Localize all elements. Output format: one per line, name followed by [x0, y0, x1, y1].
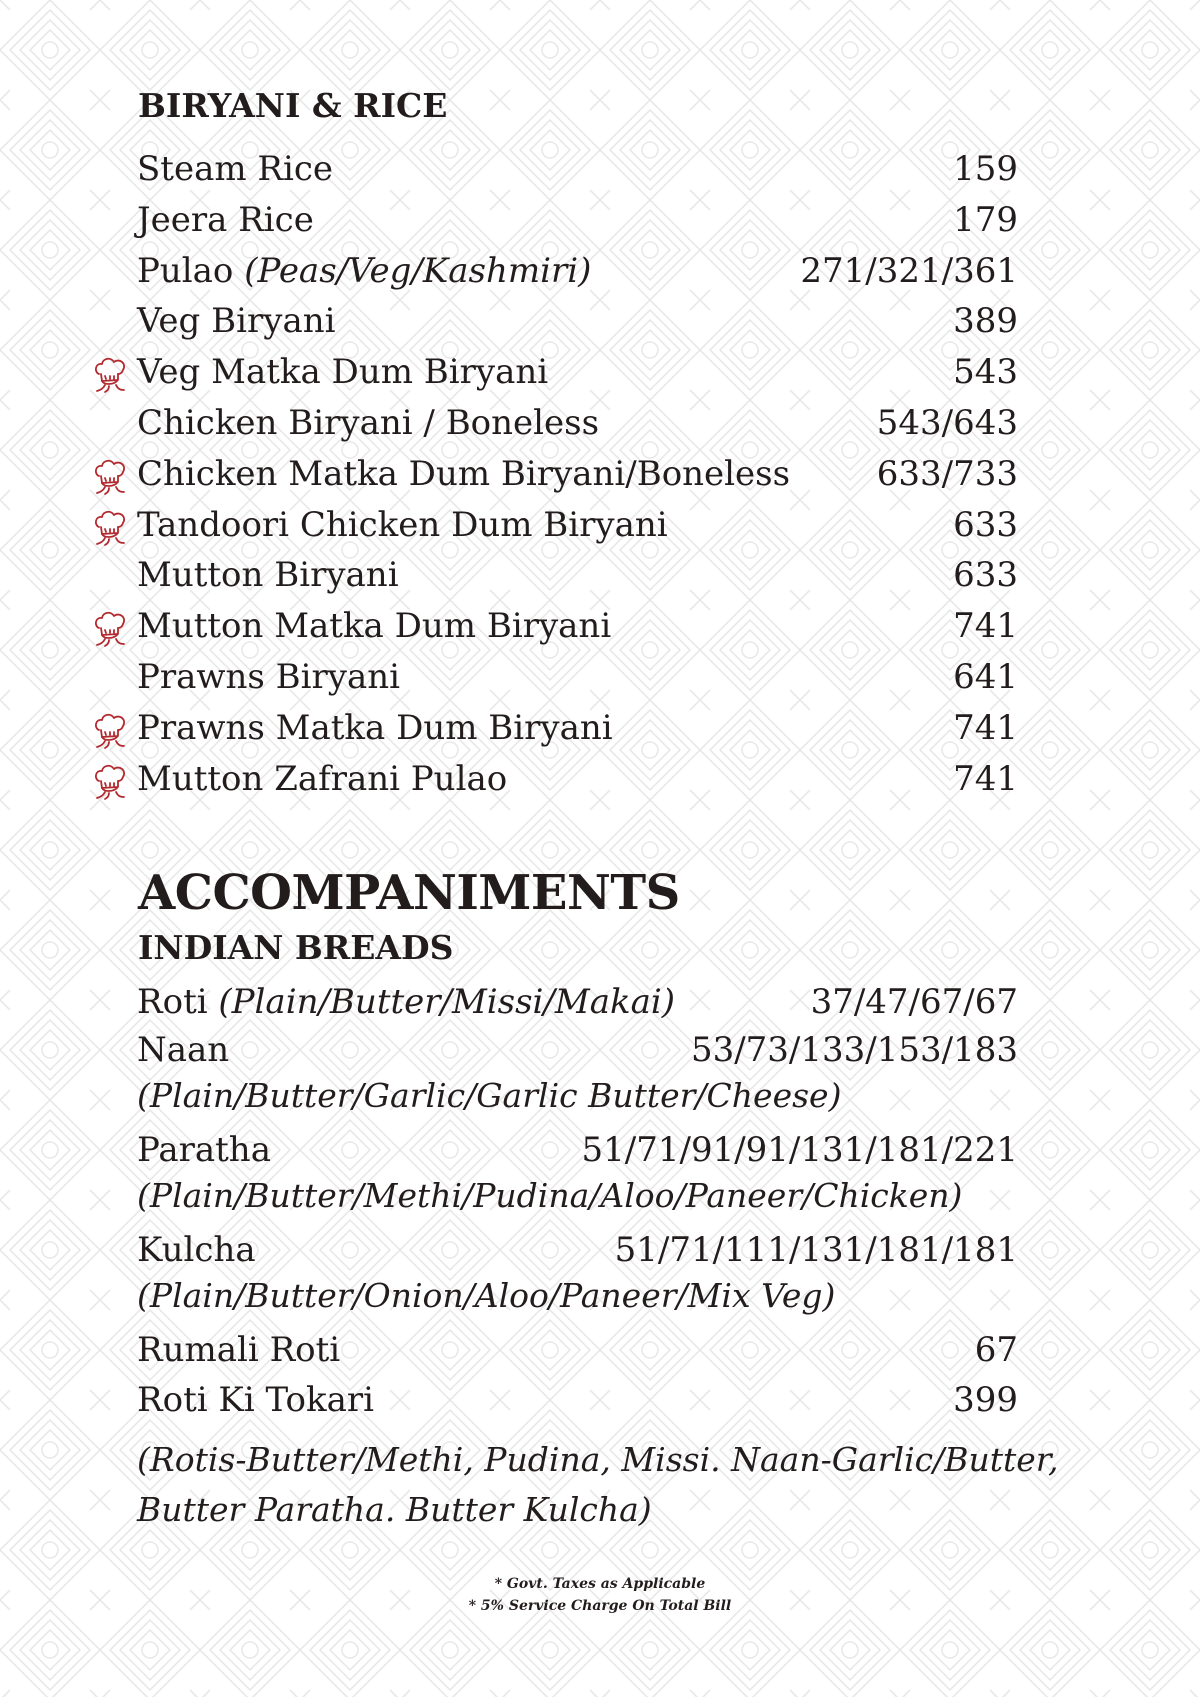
item-price: 271/321/361	[800, 250, 1018, 291]
section-heading-biryani-rice: BIRYANI & RICE	[138, 86, 448, 125]
item-price: 741	[953, 707, 1018, 748]
item-price: 543	[953, 352, 1018, 393]
item-price: 159	[953, 149, 1018, 189]
menu-item-row	[0, 755, 1200, 805]
item-name: Chicken Biryani / Boneless	[137, 403, 600, 443]
menu-item-row	[0, 704, 1200, 754]
item-name: Tandoori Chicken Dum Biryani	[137, 504, 668, 545]
subsection-heading-indian-breads: INDIAN BREADS	[138, 928, 454, 967]
item-price: 741	[953, 758, 1018, 799]
item-name: Mutton Biryani	[137, 555, 399, 596]
item-price: 51/71/91/91/131/181/221	[581, 1130, 1018, 1170]
menu-item-row	[0, 602, 1200, 652]
footer-service-charge-note: * 5% Service Charge On Total Bill	[468, 1598, 732, 1614]
menu-item-row	[0, 247, 1200, 297]
roti-ki-tokari-note-line1: (Rotis-Butter/Methi, Pudina, Missi. Naan-Garlic/Butter,	[137, 1440, 1059, 1479]
menu-item-row	[0, 399, 1200, 449]
item-price: 641	[953, 657, 1018, 697]
chef-hat-icon	[91, 456, 131, 496]
item-name: Kulcha	[137, 1230, 256, 1270]
item-name: Veg Matka Dum Biryani	[137, 352, 549, 393]
item-name: Prawns Biryani	[137, 657, 401, 697]
menu-item-row	[0, 196, 1200, 246]
item-price: 543/643	[876, 403, 1018, 443]
item-price: 37/47/67/67	[810, 982, 1018, 1022]
item-variants-note: (Plain/Butter/Garlic/Garlic Butter/Cheese)	[137, 1076, 842, 1115]
item-price: 633	[953, 504, 1018, 545]
bread-item-row	[0, 1226, 1200, 1276]
item-name: Roti (Plain/Butter/Missi/Makai)	[137, 982, 675, 1022]
item-variants-note: (Plain/Butter/Onion/Aloo/Paneer/Mix Veg)	[137, 1276, 836, 1315]
item-price: 633	[953, 555, 1018, 596]
menu-item-row	[0, 348, 1200, 398]
item-name: Jeera Rice	[137, 199, 314, 240]
item-price: 179	[953, 199, 1018, 240]
bread-item-row	[0, 1126, 1200, 1176]
item-name: Prawns Matka Dum Biryani	[137, 707, 613, 748]
item-price: 53/73/133/153/183	[690, 1030, 1018, 1070]
bread-item-row	[0, 978, 1200, 1028]
chef-hat-icon	[91, 354, 131, 394]
item-name: Roti Ki Tokari	[137, 1380, 375, 1420]
footer-taxes-note: * Govt. Taxes as Applicable	[494, 1576, 706, 1592]
item-variants-note: (Plain/Butter/Methi/Pudina/Aloo/Paneer/Chicken)	[137, 1176, 963, 1215]
item-name: Mutton Zafrani Pulao	[137, 758, 508, 799]
item-price: 67	[974, 1330, 1018, 1370]
section-heading-accompaniments: ACCOMPANIMENTS	[138, 865, 680, 921]
chef-hat-icon	[91, 608, 131, 648]
menu-item-row	[0, 450, 1200, 500]
bread-item-row	[0, 1026, 1200, 1076]
bread-item-row	[0, 1326, 1200, 1376]
item-name: Rumali Roti	[137, 1330, 341, 1370]
item-name: Veg Biryani	[137, 301, 336, 342]
item-name: Steam Rice	[137, 149, 334, 189]
item-name: Mutton Matka Dum Biryani	[137, 606, 612, 647]
item-name: Chicken Matka Dum Biryani/Boneless	[137, 453, 791, 494]
item-description: (Plain/Butter/Missi/Makai)	[207, 982, 675, 1022]
menu-item-row	[0, 551, 1200, 601]
item-description: (Peas/Veg/Kashmiri)	[233, 250, 592, 291]
item-name: Naan	[137, 1030, 230, 1070]
menu-item-row	[0, 145, 1200, 195]
chef-hat-icon	[91, 710, 131, 750]
roti-ki-tokari-note-line2: Butter Paratha. Butter Kulcha)	[137, 1490, 652, 1529]
item-name: Paratha	[137, 1130, 271, 1170]
item-name: Pulao (Peas/Veg/Kashmiri)	[137, 250, 592, 291]
item-price: 741	[953, 606, 1018, 647]
item-price: 389	[953, 301, 1018, 342]
item-price: 399	[953, 1380, 1018, 1420]
menu-item-row	[0, 653, 1200, 703]
item-price: 51/71/111/131/181/181	[614, 1230, 1018, 1270]
chef-hat-icon	[91, 507, 131, 547]
menu-item-row	[0, 297, 1200, 347]
menu-item-row	[0, 501, 1200, 551]
item-price: 633/733	[876, 453, 1018, 494]
bread-item-row	[0, 1376, 1200, 1426]
chef-hat-icon	[91, 761, 131, 801]
